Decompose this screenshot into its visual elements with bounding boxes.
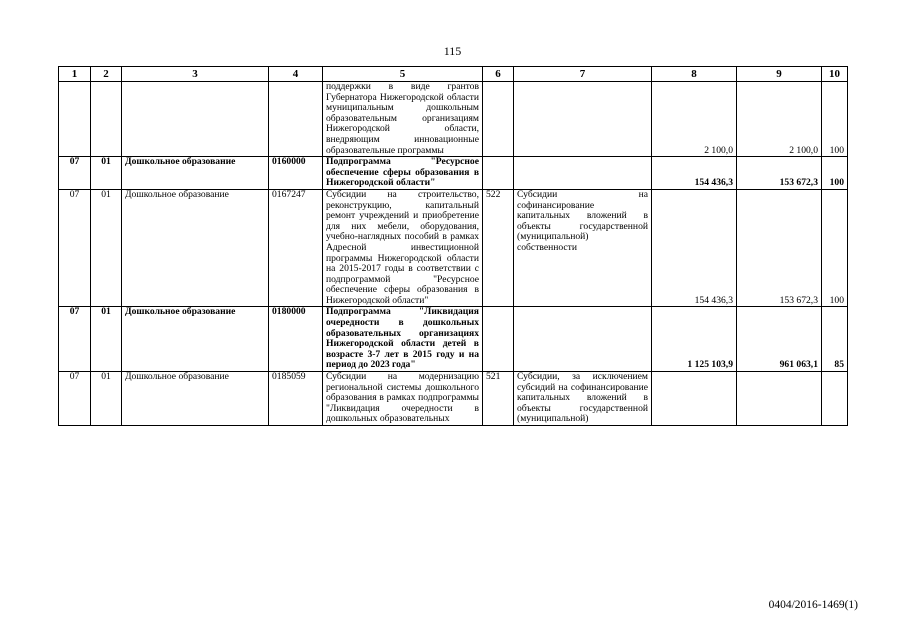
section-name: Дошкольное образование: [122, 189, 269, 307]
target-code: 0185059: [269, 372, 323, 426]
expense-type-name: Субсидии, за исключением субсидий на софинансирование капитальных вложений в объекты государственной (муниципальной): [514, 372, 652, 426]
subsection-code: 01: [91, 372, 122, 426]
section-code: 07: [59, 189, 91, 307]
execution-percent: [822, 372, 848, 426]
item-description: поддержки в виде грантов Губернатора Нижегородской области муниципальным дошкольным образовательным организациям Нижегородской области, внедряющим инновационные образовательные программы: [323, 82, 483, 157]
actual-amount: 153 672,3: [737, 157, 822, 190]
item-description: Субсидии на модернизацию региональной системы дошкольного образования в рамках подпрограммы "Ликвидация очередности в дошкольных образовательных: [323, 372, 483, 426]
execution-percent: 100: [822, 82, 848, 157]
actual-amount: 961 063,1: [737, 307, 822, 372]
expense-type-name: Субсидии на софинансирование капитальных вложений в объекты государственной (муниципальной) собственности: [514, 189, 652, 307]
table-row: [59, 372, 848, 426]
plan-amount: 154 436,3: [652, 189, 737, 307]
subsection-code: 01: [91, 307, 122, 372]
actual-amount: 153 672,3: [737, 189, 822, 307]
column-header: 3: [122, 67, 269, 82]
table-row: [59, 189, 848, 307]
column-header: 8: [652, 67, 737, 82]
section-code: 07: [59, 372, 91, 426]
table-row: [59, 82, 848, 157]
subsection-code: 01: [91, 157, 122, 190]
header-row: [59, 67, 848, 82]
item-description: Субсидии на строительство, реконструкцию, капитальный ремонт учреждений и приобретение для них мебели, оборудования, учебно-наглядных пособий в рамках Адресной инвестиционной программы Нижегородской области на 2015-2017 годы в соответствии с подпрограммой "Ресурсное обеспечение сферы образования в Нижегородской области": [323, 189, 483, 307]
target-code: 0167247: [269, 189, 323, 307]
section-name: Дошкольное образование: [122, 157, 269, 190]
section-code: 07: [59, 157, 91, 190]
actual-amount: [737, 372, 822, 426]
execution-percent: 100: [822, 157, 848, 190]
column-header: 10: [822, 67, 848, 82]
plan-amount: 1 125 103,9: [652, 307, 737, 372]
column-header: 4: [269, 67, 323, 82]
target-code: 0160000: [269, 157, 323, 190]
expense-type-name: [514, 82, 652, 157]
page-number: 115: [443, 44, 462, 58]
plan-amount: 154 436,3: [652, 157, 737, 190]
target-code: 0180000: [269, 307, 323, 372]
column-header: 1: [59, 67, 91, 82]
expense-type-code: [483, 82, 514, 157]
subsection-code: [91, 82, 122, 157]
target-code: [269, 82, 323, 157]
column-header: 7: [514, 67, 652, 82]
table-row: [59, 307, 848, 372]
subsection-code: 01: [91, 189, 122, 307]
column-header: 9: [737, 67, 822, 82]
item-description: Подпрограмма "Ликвидация очередности в дошкольных образовательных организациях Нижегородской области детей в возрасте 3-7 лет в 2015 году и на период до 2023 года": [323, 307, 483, 372]
section-name: Дошкольное образование: [122, 372, 269, 426]
item-description: Подпрограмма "Ресурсное обеспечение сферы образования в Нижегородской области": [323, 157, 483, 190]
expense-type-code: 522: [483, 189, 514, 307]
execution-percent: 100: [822, 189, 848, 307]
column-header: 5: [323, 67, 483, 82]
section-name: Дошкольное образование: [122, 307, 269, 372]
section-name: [122, 82, 269, 157]
execution-percent: 85: [822, 307, 848, 372]
budget-table: [58, 66, 848, 426]
section-code: [59, 82, 91, 157]
actual-amount: 2 100,0: [737, 82, 822, 157]
section-code: 07: [59, 307, 91, 372]
column-header: 2: [91, 67, 122, 82]
column-header: 6: [483, 67, 514, 82]
expense-type-code: [483, 157, 514, 190]
plan-amount: 2 100,0: [652, 82, 737, 157]
plan-amount: [652, 372, 737, 426]
document-code: 0404/2016-1469(1): [768, 599, 858, 611]
expense-type-name: [514, 307, 652, 372]
expense-type-name: [514, 157, 652, 190]
table-row: [59, 157, 848, 190]
expense-type-code: [483, 307, 514, 372]
expense-type-code: 521: [483, 372, 514, 426]
